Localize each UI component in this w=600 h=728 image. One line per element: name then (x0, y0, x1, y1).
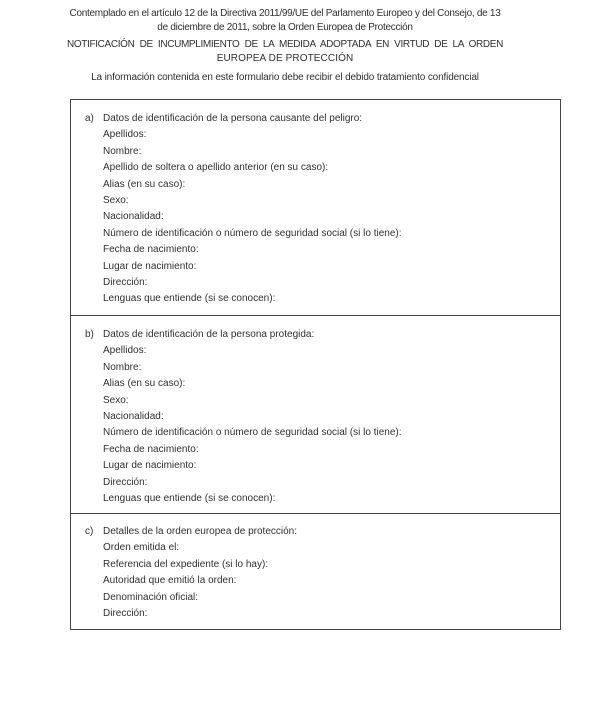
field-label: Dirección: (103, 476, 148, 488)
field-label: Nombre: (103, 361, 142, 373)
field-label: Lugar de nacimiento: (103, 260, 197, 272)
document-header (67, 7, 503, 85)
field-label: Número de identificación o número de seguridad social (si lo tiene): (103, 427, 402, 439)
field-label: Apellido de soltera o apellido anterior (en su caso): (103, 162, 329, 174)
field-label: Nacionalidad: (103, 411, 164, 423)
document-title-line1: NOTIFICACIÓN DE INCUMPLIMIENTO DE LA MEDIDA ADOPTADA EN VIRTUD DE LA ORDEN (67, 39, 503, 50)
form-section (71, 513, 560, 629)
document-title-line2: EUROPEA DE PROTECCIÓN (216, 52, 354, 64)
document-title (67, 38, 503, 65)
field-label: Denominación oficial: (103, 591, 199, 603)
form-box (70, 99, 561, 630)
section-title-row (85, 327, 550, 343)
field-label: Alias (en su caso): (103, 178, 186, 190)
form-section (71, 100, 560, 315)
field-label: Fecha de nacimiento: (103, 244, 199, 256)
field-label: Nacionalidad: (103, 211, 164, 223)
field-label: Alias (en su caso): (103, 378, 186, 390)
field-label: Sexo: (103, 195, 129, 207)
legal-reference-line2: de diciembre de 2011, sobre la Orden Europea de Protección (157, 21, 413, 33)
field-label: Orden emitida el: (103, 542, 180, 554)
field-label: Número de identificación o número de seguridad social (si lo tiene): (103, 227, 402, 239)
field-label: Dirección: (103, 277, 148, 289)
field-label: Lenguas que entiende (si se conocen): (103, 493, 276, 505)
field-label: Nombre: (103, 145, 142, 157)
confidentiality-note: La información contenida en este formulario debe recibir el debido tratamiento confidencial (91, 72, 479, 83)
section-title: Datos de identificación de la persona causante del peligro: (103, 113, 363, 124)
field-label: Dirección: (103, 608, 148, 620)
section-title: Datos de identificación de la persona protegida: (103, 329, 315, 340)
section-title-row (85, 524, 550, 540)
section-title: Detalles de la orden europea de protección: (103, 526, 298, 537)
section-label: c) (85, 526, 94, 537)
form-section (71, 315, 560, 513)
field-label: Autoridad que emitió la orden: (103, 575, 237, 587)
section-title-row (85, 111, 550, 127)
field-label: Lenguas que entiende (si se conocen): (103, 293, 276, 305)
field-label: Fecha de nacimiento: (103, 443, 199, 455)
field-label: Apellidos: (103, 129, 147, 141)
legal-reference-line1: Contemplado en el artículo 12 de la Directiva 2011/99/UE del Parlamento Europeo y del Consejo, de 13 (69, 8, 501, 19)
legal-reference (67, 7, 503, 34)
section-label: a) (85, 113, 94, 124)
field-label: Lugar de nacimiento: (103, 460, 197, 472)
section-label: b) (85, 329, 94, 340)
field-label: Sexo: (103, 394, 129, 406)
field-label: Referencia del expediente (si lo hay): (103, 558, 269, 570)
field-label: Apellidos: (103, 345, 147, 357)
